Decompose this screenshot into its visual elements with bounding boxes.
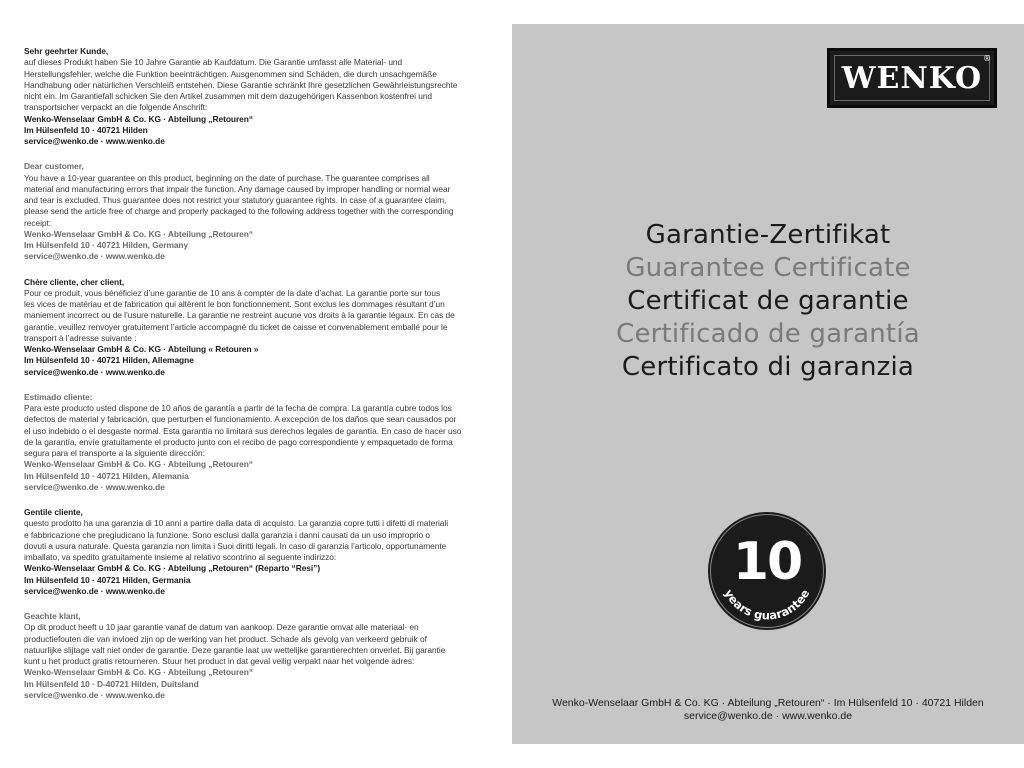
section-heading: Geachte klant, xyxy=(24,611,81,621)
title-french: Certificat de garantie xyxy=(627,286,909,316)
certificate-titles xyxy=(512,219,1024,384)
body-line: please send the article free of charge and properly packaged to the following address together with the corresponding xyxy=(24,206,454,217)
section-heading: Sehr geehrter Kunde, xyxy=(24,46,109,56)
body-line: questo prodotto ha una garanzia di 10 anni a partire dalla data di acquisto. La garanzia copre tutti i difetti di materiali xyxy=(24,518,449,529)
svg-text:years guarantee xyxy=(722,587,813,623)
body-line: les vices de matériau et de fabrication qui altèrent le bon fonctionnement. Sont exclus les dommages résultant d’un xyxy=(24,299,445,309)
body-line: nicht ein. Im Garantiefall schicken Sie den Artikel zusammen mit dem dazugehörigen Kassenbon kostenfrei und xyxy=(24,91,433,101)
logo-text: WENKO xyxy=(841,61,983,96)
section-dutch xyxy=(24,611,490,701)
title-spanish: Certificado de garantía xyxy=(616,319,920,349)
title-english: Guarantee Certificate xyxy=(625,253,911,283)
body-line: segura para el transporte a la siguiente dirección: xyxy=(24,448,205,458)
section-heading: Estimado cliente: xyxy=(24,391,93,402)
body-line: garantie, veuillez renvoyer gratuitement l’article accompagné du ticket de caisse et convenablement emballé pour le xyxy=(24,321,448,332)
address-line: Im Hülsenfeld 10 · 40721 Hilden, Allemagne xyxy=(24,355,194,366)
body-line: imballato, va spedito gratuitamente insieme al relativo scontrino al seguente indirizzo: xyxy=(24,552,337,562)
section-heading: Chère cliente, cher client, xyxy=(24,276,125,287)
body-line: material and manufacturing errors that impair the function. Any damage caused by improper handling or normal wear xyxy=(24,183,451,194)
address-line: Im Hülsenfeld 10 · 40721 Hilden, Germania xyxy=(24,574,191,585)
body-line: de la garantía, envíe gratuitamente el producto junto con el recibo de pago correspondiente y empaquetado de forma xyxy=(24,436,453,447)
title-italian: Certificato di garanzia xyxy=(621,352,915,382)
badge-years-number: 10 xyxy=(732,532,802,592)
section-spanish xyxy=(24,392,490,493)
address-line: service@wenko.de · www.wenko.de xyxy=(24,366,165,377)
address-line: Wenko-Wenselaar GmbH & Co. KG · Abteilung « Retouren » xyxy=(24,344,259,354)
body-line: maniement incorrect ou de l’usure naturelle. La garantie ne restreint aucune vos droits à la garantie légaux. En cas de xyxy=(24,310,455,321)
section-french xyxy=(24,277,490,378)
address-line: Wenko-Wenselaar GmbH & Co. KG · Abteilung „Retouren“ xyxy=(24,228,253,239)
address-line: Wenko-Wenselaar GmbH & Co. KG · Abteilung „Retouren“ xyxy=(24,667,253,678)
section-english xyxy=(24,161,490,262)
address-line: Wenko-Wenselaar GmbH & Co. KG · Abteilung „Retouren“ xyxy=(24,113,253,124)
footer-line-contact: service@wenko.de · www.wenko.de xyxy=(683,710,853,722)
wenko-logo xyxy=(827,48,997,108)
body-line: transport à l’adresse suivante : xyxy=(24,332,137,343)
body-line: Herstellungsfehler, welche die Funktion beeinträchtigen. Ausgenommen sind Schäden, die durch unsachgemäße xyxy=(24,68,437,79)
badge-caption: years guarantee xyxy=(721,586,813,623)
address-line: Im Hülsenfeld 10 · 40721 Hilden xyxy=(24,124,148,135)
body-line: productiefouten die van invloed zijn op de werking van het product. Schade als gevolg van verkeerd gebruik of xyxy=(24,633,427,644)
body-line: receipt: xyxy=(24,217,52,228)
footer-line-address: Wenko-Wenselaar GmbH & Co. KG · Abteilung „Retouren“ · Im Hülsenfeld 10 · 40721 Hilden xyxy=(552,697,984,709)
body-line: auf dieses Produkt haben Sie 10 Jahre Garantie ab Kaufdatum. Die Garantie umfasst alle Material- und xyxy=(24,57,403,68)
body-line: kunt u het product gratis retourneren. Stuur het product in dat geval veilig verpakt naar het volgende adres: xyxy=(24,656,415,666)
badge-caption-arc xyxy=(708,512,826,630)
body-line: You have a 10-year guarantee on this product, beginning on the date of purchase. The guarantee comprises all xyxy=(24,172,430,183)
section-heading: Dear customer, xyxy=(24,161,84,172)
address-line: Im Hülsenfeld 10 · 40721 Hilden, Alemania xyxy=(24,470,189,481)
registered-mark: ® xyxy=(983,54,991,63)
guarantee-badge xyxy=(708,512,826,630)
address-line: Im Hülsenfeld 10 · D-40721 Hilden, Duitsland xyxy=(24,678,199,689)
section-german xyxy=(24,46,490,147)
body-line: Pour ce produit, vous bénéficiez d’une garantie de 10 ans à compter de la date d’achat. La garantie porte sur tous xyxy=(24,287,441,298)
section-italian xyxy=(24,507,490,597)
body-line: dovuti a usura naturale. Questa garanzia non limita i Suoi diritti legali. In caso di garanzia l’articolo, opportunamente xyxy=(24,540,447,551)
body-line: and tear is excluded. Thus guarantee does not restrict your statutory guarantee rights. In case of a guarantee claim, xyxy=(24,195,447,205)
section-heading: Gentile cliente, xyxy=(24,507,83,517)
body-line: transportsicher verpackt an die folgende Anschrift: xyxy=(24,102,208,113)
body-line: defectos de material y fabricación, que perturben el funcionamiento. A excepción de los daños que sean causados por xyxy=(24,414,457,425)
address-line: service@wenko.de · www.wenko.de xyxy=(24,251,165,262)
body-line: el uso indebido o el desgaste normal. Esta garantía no limitará sus derechos legales de garantía. En caso de hacer uso xyxy=(24,425,462,436)
address-line: Wenko-Wenselaar GmbH & Co. KG · Abteilung „Retouren“ xyxy=(24,459,253,470)
address-line: service@wenko.de · www.wenko.de xyxy=(24,585,165,596)
body-line: e fabbricazione che pregiudicano la funzione. Sono esclusi dalla garanzia i danni causati da un uso improprio o xyxy=(24,529,431,540)
guarantee-text-column xyxy=(24,46,490,709)
address-line: service@wenko.de · www.wenko.de xyxy=(24,136,165,146)
address-line: service@wenko.de · www.wenko.de xyxy=(24,689,165,700)
address-line: Im Hülsenfeld 10 · 40721 Hilden, Germany xyxy=(24,240,189,250)
certificate-panel xyxy=(512,24,1024,744)
footer-address xyxy=(512,697,1024,723)
body-line: Para este producto usted dispone de 10 años de garantía a partir de la fecha de compra. La garantía cubre todos los xyxy=(24,403,452,413)
address-line: Wenko-Wenselaar GmbH & Co. KG · Abteilung „Retouren“ (Reparto “Resi”) xyxy=(24,563,321,574)
title-german: Garantie-Zertifikat xyxy=(645,220,891,250)
body-line: Handhabung oder natürlichen Verschleiß entstehen. Diese Garantie schränkt Ihre gesetzlichen Gewährleistungsrechte xyxy=(24,79,458,90)
body-line: natuurlijke slijtage valt niet onder de garantie. Deze garantie laat uw wettelijke garantierechten onverlet. Bij garantie xyxy=(24,644,446,655)
body-line: Op dit product heeft u 10 jaar garantie vanaf de datum van aankoop. Deze garantie omvat alle materiaal- en xyxy=(24,622,419,633)
address-line: service@wenko.de · www.wenko.de xyxy=(24,481,165,492)
